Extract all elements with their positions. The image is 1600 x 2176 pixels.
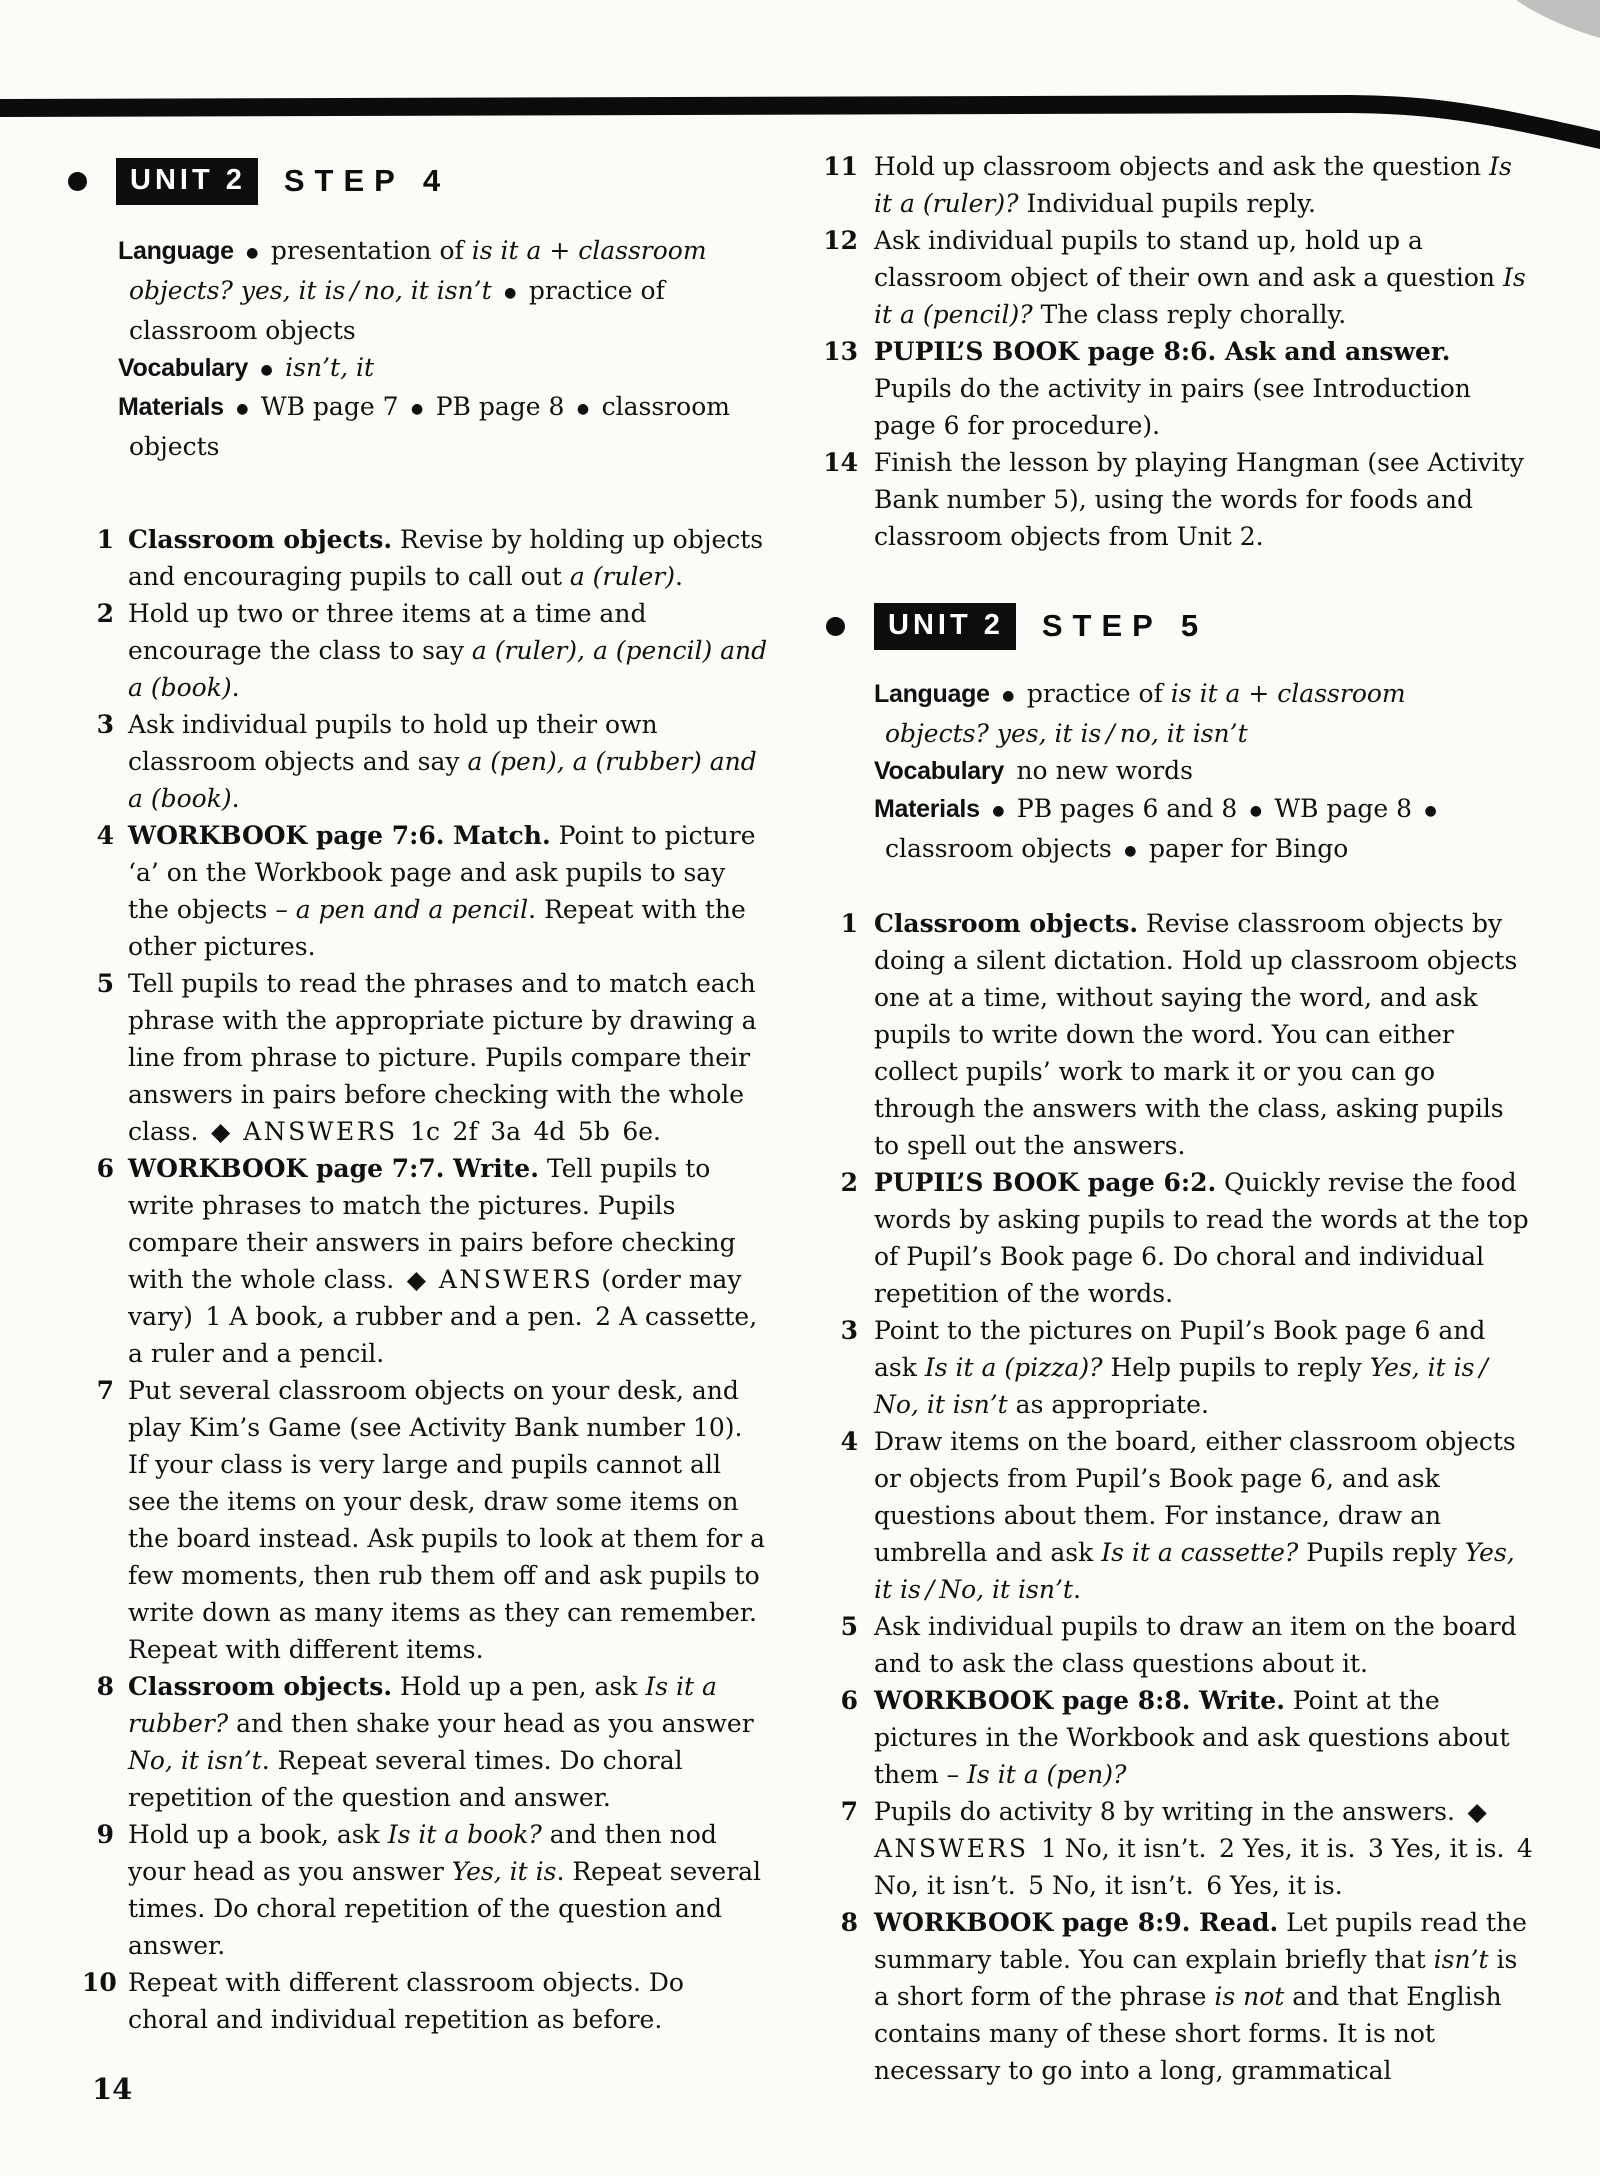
list-item-12 bbox=[822, 222, 1534, 333]
text-run: Is it a book? bbox=[387, 1820, 542, 1850]
text-run: a (ruler) bbox=[569, 562, 675, 592]
step-label: STEP 4 bbox=[283, 163, 451, 198]
text-run: presentation of bbox=[258, 236, 472, 265]
text-run: PB pages 6 and 8 bbox=[1004, 793, 1250, 823]
unit2-step4-heading bbox=[68, 158, 768, 204]
text-run: Classroom objects. bbox=[874, 909, 1139, 939]
item-text bbox=[874, 1316, 1493, 1419]
text-run: is not bbox=[1214, 1982, 1285, 2012]
item-text bbox=[874, 1686, 1510, 1789]
text-run: isn’t, it bbox=[285, 352, 375, 382]
text-run: Is it a rubber? bbox=[128, 1672, 717, 1739]
text-run: PUPIL’S BOOK page 6:2. bbox=[874, 1168, 1217, 1198]
info-row-vocabulary bbox=[118, 349, 758, 389]
text-run: WORKBOOK page 8:9. Read. bbox=[874, 1908, 1279, 1938]
list-item-6 bbox=[88, 1150, 768, 1372]
item-number: 10 bbox=[82, 1968, 117, 1998]
text-run: . bbox=[1072, 1575, 1081, 1605]
unit2-step5-heading bbox=[826, 603, 1534, 649]
text-run: Repeat with different classroom objects. Do choral and individual repetition as before. bbox=[128, 1968, 684, 2035]
section-bullet-icon bbox=[826, 617, 845, 636]
bullet-dot-icon: ● bbox=[1249, 802, 1262, 819]
text-run: Hold up a book, ask bbox=[128, 1820, 388, 1850]
list-item-6 bbox=[822, 1682, 1534, 1793]
text-run: practice of classroom objects bbox=[129, 275, 665, 345]
step4-info-block bbox=[118, 232, 758, 465]
unit-badge: UNIT 2 bbox=[116, 158, 258, 205]
top-rule-shape bbox=[0, 95, 1600, 149]
text-run: and then nod your head as you answer bbox=[128, 1820, 717, 1887]
item-text bbox=[874, 1612, 1517, 1678]
item-number: 11 bbox=[823, 152, 858, 181]
text-run: WB page 7 bbox=[248, 392, 411, 422]
list-item-10 bbox=[82, 1964, 768, 2038]
item-number: 7 bbox=[840, 1797, 858, 1827]
item-text bbox=[874, 152, 1512, 218]
text-run: Yes, it is / No, it isn’t bbox=[874, 1353, 1493, 1420]
text-run: Tell pupils to write phrases to match the pictures. Pupils compare their answers in pairs before checking with the whole class. bbox=[128, 1154, 736, 1295]
text-run: Revise classroom objects by doing a silent dictation. Hold up classroom objects one at a time, without saying the word, and ask pupils to write down the word. You can either collect pupils’ work to mark it or you can go through the answers with the class, asking pupils to spell out the answers. bbox=[874, 909, 1518, 1161]
item-number: 12 bbox=[823, 226, 858, 255]
text-run: classroom objects bbox=[885, 793, 1450, 863]
text-run: no new words bbox=[1016, 755, 1194, 785]
text-run: Revise by holding up objects and encouraging pupils to call out bbox=[128, 525, 764, 592]
text-run: Is it a (pen)? bbox=[967, 1760, 1127, 1790]
list-item-3 bbox=[88, 706, 768, 817]
bullet-dot-icon: ● bbox=[1424, 802, 1437, 819]
bullet-dot-icon: ● bbox=[504, 284, 517, 301]
info-label: Materials bbox=[118, 393, 224, 422]
text-run: PUPIL’S BOOK page 8:6. Ask and answer. bbox=[874, 337, 1451, 366]
text-run: Yes, it is bbox=[451, 1857, 557, 1887]
text-run: Point at the pictures in the Workbook and ask questions about them – bbox=[874, 1686, 1510, 1790]
item-number: 2 bbox=[840, 1168, 858, 1198]
text-run: (order may vary) 1 A book, a rubber and a pen. 2 A cassette, a ruler and a pencil. bbox=[128, 1265, 758, 1369]
text-run: Draw items on the board, either classroom objects or objects from Pupil’s Book page 6, and ask questions about them. For instance, draw an umbrella and ask bbox=[874, 1427, 1516, 1568]
text-run: Finish the lesson by playing Hangman (see Activity Bank number 5), using the words for foods and classroom objects from Unit 2. bbox=[874, 448, 1524, 551]
item-text bbox=[128, 969, 757, 1146]
list-item-13 bbox=[822, 333, 1534, 444]
text-run: PB page 8 bbox=[423, 392, 577, 422]
text-run: . bbox=[674, 562, 683, 592]
text-run: Individual pupils reply. bbox=[1018, 189, 1316, 218]
text-run: ◆ ANSWERS bbox=[211, 1117, 398, 1147]
text-run: Is it a (pencil)? bbox=[874, 263, 1526, 329]
info-row-vocabulary bbox=[874, 752, 1514, 790]
item-number: 2 bbox=[96, 599, 114, 629]
bullet-dot-icon: ● bbox=[246, 244, 259, 261]
item-text bbox=[874, 1168, 1529, 1308]
item-number: 9 bbox=[96, 1820, 114, 1850]
text-run: 1c 2f 3a 4d 5b 6e. bbox=[397, 1117, 661, 1147]
item-text bbox=[128, 1672, 754, 1812]
text-run: . bbox=[231, 673, 240, 703]
text-run: Ask individual pupils to hold up their own classroom objects and say bbox=[128, 710, 658, 777]
unit-badge: UNIT 2 bbox=[874, 603, 1016, 650]
text-run: Yes, it is / No, it isn’t bbox=[874, 1538, 1515, 1605]
text-run: ◆ ANSWERS bbox=[406, 1265, 594, 1295]
text-run: Hold up classroom objects and ask the question bbox=[874, 152, 1490, 181]
item-number: 5 bbox=[840, 1612, 858, 1642]
info-row-language bbox=[118, 232, 758, 349]
bullet-dot-icon: ● bbox=[1124, 842, 1137, 859]
item-text bbox=[874, 448, 1524, 551]
list-item-5 bbox=[88, 965, 768, 1150]
text-run: WB page 8 bbox=[1261, 793, 1425, 823]
text-run: . Repeat several times. Do choral repetition of the question and answer. bbox=[128, 1746, 683, 1813]
info-label: Materials bbox=[874, 794, 980, 823]
text-run: 1 No, it isn’t. 2 Yes, it is. 3 Yes, it is. 4 No, it isn’t. 5 No, it isn’t. 6 Yes, it is. bbox=[874, 1834, 1533, 1901]
bullet-dot-icon: ● bbox=[992, 802, 1005, 819]
text-run: Classroom objects. bbox=[128, 1672, 393, 1702]
list-item-7 bbox=[822, 1793, 1534, 1904]
bullet-dot-icon: ● bbox=[1002, 687, 1015, 704]
item-number: 3 bbox=[840, 1316, 858, 1346]
bullet-dot-icon: ● bbox=[260, 361, 273, 378]
text-run: . bbox=[231, 784, 240, 814]
item-text bbox=[874, 1908, 1527, 2085]
page-number: 14 bbox=[92, 2072, 133, 2106]
item-number: 6 bbox=[96, 1154, 114, 1184]
right-column bbox=[822, 148, 1534, 2089]
text-run: Pupils do activity 8 by writing in the answers. bbox=[874, 1797, 1468, 1827]
text-run: Point to the pictures on Pupil’s Book page 6 and ask bbox=[874, 1316, 1486, 1383]
step5-items bbox=[822, 905, 1534, 2089]
text-run: Help pupils to reply bbox=[1102, 1353, 1370, 1383]
item-text bbox=[128, 710, 757, 813]
text-run: Classroom objects. bbox=[128, 525, 393, 555]
item-number: 1 bbox=[840, 909, 858, 939]
item-text bbox=[874, 1797, 1533, 1900]
text-run: Quickly revise the food words by asking pupils to read the words at the top of Pupil’s Book page 6. Do choral and individual repetition of the words. bbox=[874, 1168, 1529, 1309]
text-run bbox=[492, 276, 505, 305]
list-item-5 bbox=[822, 1608, 1534, 1682]
text-run: Point to picture ‘a’ on the Workbook page and ask pupils to say the objects – bbox=[128, 821, 756, 925]
step4-items-continued bbox=[822, 148, 1534, 555]
info-row-materials bbox=[118, 388, 758, 465]
item-number: 14 bbox=[823, 448, 858, 477]
text-run: Hold up two or three items at a time and encourage the class to say bbox=[128, 599, 647, 666]
text-run: practice of bbox=[1014, 679, 1171, 708]
list-item-14 bbox=[822, 444, 1534, 555]
text-run: a pen and a pencil bbox=[295, 895, 529, 925]
item-number: 4 bbox=[96, 821, 114, 851]
text-run: Put several classroom objects on your desk, and play Kim’s Game (see Activity Bank number 10). If your class is very large and pupils cannot all see the items on your desk, draw some items on the board instead. Ask pupils to look at them for a few moments, then rub them off and ask pupils to write down as many items as they can remember. Repeat with different items. bbox=[128, 1376, 766, 1665]
item-text bbox=[128, 1154, 757, 1368]
section-bullet-icon bbox=[68, 172, 87, 191]
item-text bbox=[128, 599, 767, 702]
page-corner-smudge bbox=[1516, 0, 1600, 38]
text-run: paper for Bingo bbox=[1136, 833, 1349, 863]
text-run: The class reply chorally. bbox=[1032, 300, 1347, 329]
text-run: and that English contains many of these short forms. It is not necessary to go into a long, grammatical bbox=[874, 1982, 1502, 2086]
text-run: classroom objects bbox=[129, 392, 730, 462]
info-row-materials bbox=[874, 790, 1514, 870]
bullet-dot-icon: ● bbox=[576, 401, 590, 418]
list-item-8 bbox=[822, 1904, 1534, 2089]
item-number: 6 bbox=[840, 1686, 858, 1716]
item-number: 5 bbox=[96, 969, 114, 999]
list-item-1 bbox=[88, 521, 768, 595]
text-run: . Repeat with the other pictures. bbox=[128, 895, 746, 962]
list-item-2 bbox=[88, 595, 768, 706]
item-text bbox=[128, 1376, 765, 1664]
item-text bbox=[128, 821, 756, 961]
info-label: Vocabulary bbox=[118, 353, 248, 382]
text-run: Is it a cassette? bbox=[1101, 1538, 1299, 1568]
text-run: and then shake your head as you answer bbox=[228, 1709, 754, 1739]
list-item-9 bbox=[88, 1816, 768, 1964]
info-row-language bbox=[874, 675, 1514, 752]
text-run: is it a + classroom objects? yes, it is / no, it isn’t bbox=[885, 679, 1406, 748]
text-run: Tell pupils to read the phrases and to match each phrase with the appropriate picture by drawing a line from phrase to picture. Pupils compare their answers in pairs before checking with the whole class. bbox=[128, 969, 757, 1147]
text-run: isn’t bbox=[1433, 1945, 1489, 1975]
text-run: a (pen), a (rubber) and a (book) bbox=[128, 747, 757, 814]
list-item-2 bbox=[822, 1164, 1534, 1312]
text-run: WORKBOOK page 7:7. Write. bbox=[128, 1154, 539, 1184]
top-rule-bar bbox=[0, 0, 1600, 170]
info-label: Language bbox=[874, 680, 990, 708]
item-number: 4 bbox=[840, 1427, 858, 1457]
text-run: is it a + classroom objects? yes, it is / no, it isn’t bbox=[129, 236, 707, 305]
list-item-7 bbox=[88, 1372, 768, 1668]
item-number: 3 bbox=[96, 710, 114, 740]
text-run: Ask individual pupils to draw an item on the board and to ask the class questions about it. bbox=[874, 1612, 1517, 1679]
bullet-dot-icon: ● bbox=[410, 401, 424, 418]
item-text bbox=[128, 525, 763, 591]
list-item-1 bbox=[822, 905, 1534, 1164]
text-run: is a short form of the phrase bbox=[874, 1945, 1518, 2012]
left-column bbox=[82, 158, 768, 2038]
bullet-dot-icon: ● bbox=[236, 401, 249, 418]
text-run: Ask individual pupils to stand up, hold up a classroom object of their own and ask a question bbox=[874, 226, 1503, 292]
item-number: 8 bbox=[96, 1672, 114, 1702]
text-run: WORKBOOK page 7:6. Match. bbox=[128, 821, 551, 851]
text-run: No, it isn’t bbox=[128, 1746, 262, 1776]
text-run: Pupils reply bbox=[1298, 1538, 1465, 1568]
text-run: Let pupils read the summary table. You can explain briefly that bbox=[874, 1908, 1527, 1975]
info-label: Language bbox=[118, 237, 234, 265]
text-run: WORKBOOK page 8:8. Write. bbox=[874, 1686, 1285, 1716]
item-text bbox=[874, 226, 1526, 329]
item-text bbox=[128, 1968, 684, 2034]
info-label: Vocabulary bbox=[874, 756, 1004, 785]
list-item-3 bbox=[822, 1312, 1534, 1423]
item-number: 13 bbox=[823, 337, 858, 366]
text-run: Pupils do the activity in pairs (see Introduction page 6 for procedure). bbox=[874, 374, 1471, 440]
item-text bbox=[874, 909, 1517, 1160]
list-item-4 bbox=[822, 1423, 1534, 1608]
text-run: Hold up a pen, ask bbox=[392, 1672, 646, 1702]
list-item-11 bbox=[822, 148, 1534, 222]
item-number: 7 bbox=[96, 1376, 114, 1406]
item-number: 1 bbox=[96, 525, 114, 555]
list-item-4 bbox=[88, 817, 768, 965]
step4-items bbox=[82, 521, 768, 2038]
text-run: Is it a (ruler)? bbox=[874, 152, 1512, 218]
text-run: . Repeat several times. Do choral repetition of the question and answer. bbox=[128, 1857, 762, 1961]
item-text bbox=[874, 337, 1471, 440]
text-run: Is it a (pizza)? bbox=[924, 1353, 1103, 1383]
step-label: STEP 5 bbox=[1041, 608, 1209, 643]
text-run bbox=[273, 353, 286, 382]
item-number: 8 bbox=[840, 1908, 858, 1938]
list-item-8 bbox=[88, 1668, 768, 1816]
text-run: as appropriate. bbox=[1007, 1390, 1209, 1420]
text-run: a (ruler), a (pencil) and a (book) bbox=[128, 636, 768, 703]
text-run: ◆ ANSWERS bbox=[874, 1797, 1490, 1864]
item-text bbox=[874, 1427, 1516, 1604]
step5-info-block bbox=[874, 675, 1514, 869]
item-text bbox=[128, 1820, 761, 1960]
